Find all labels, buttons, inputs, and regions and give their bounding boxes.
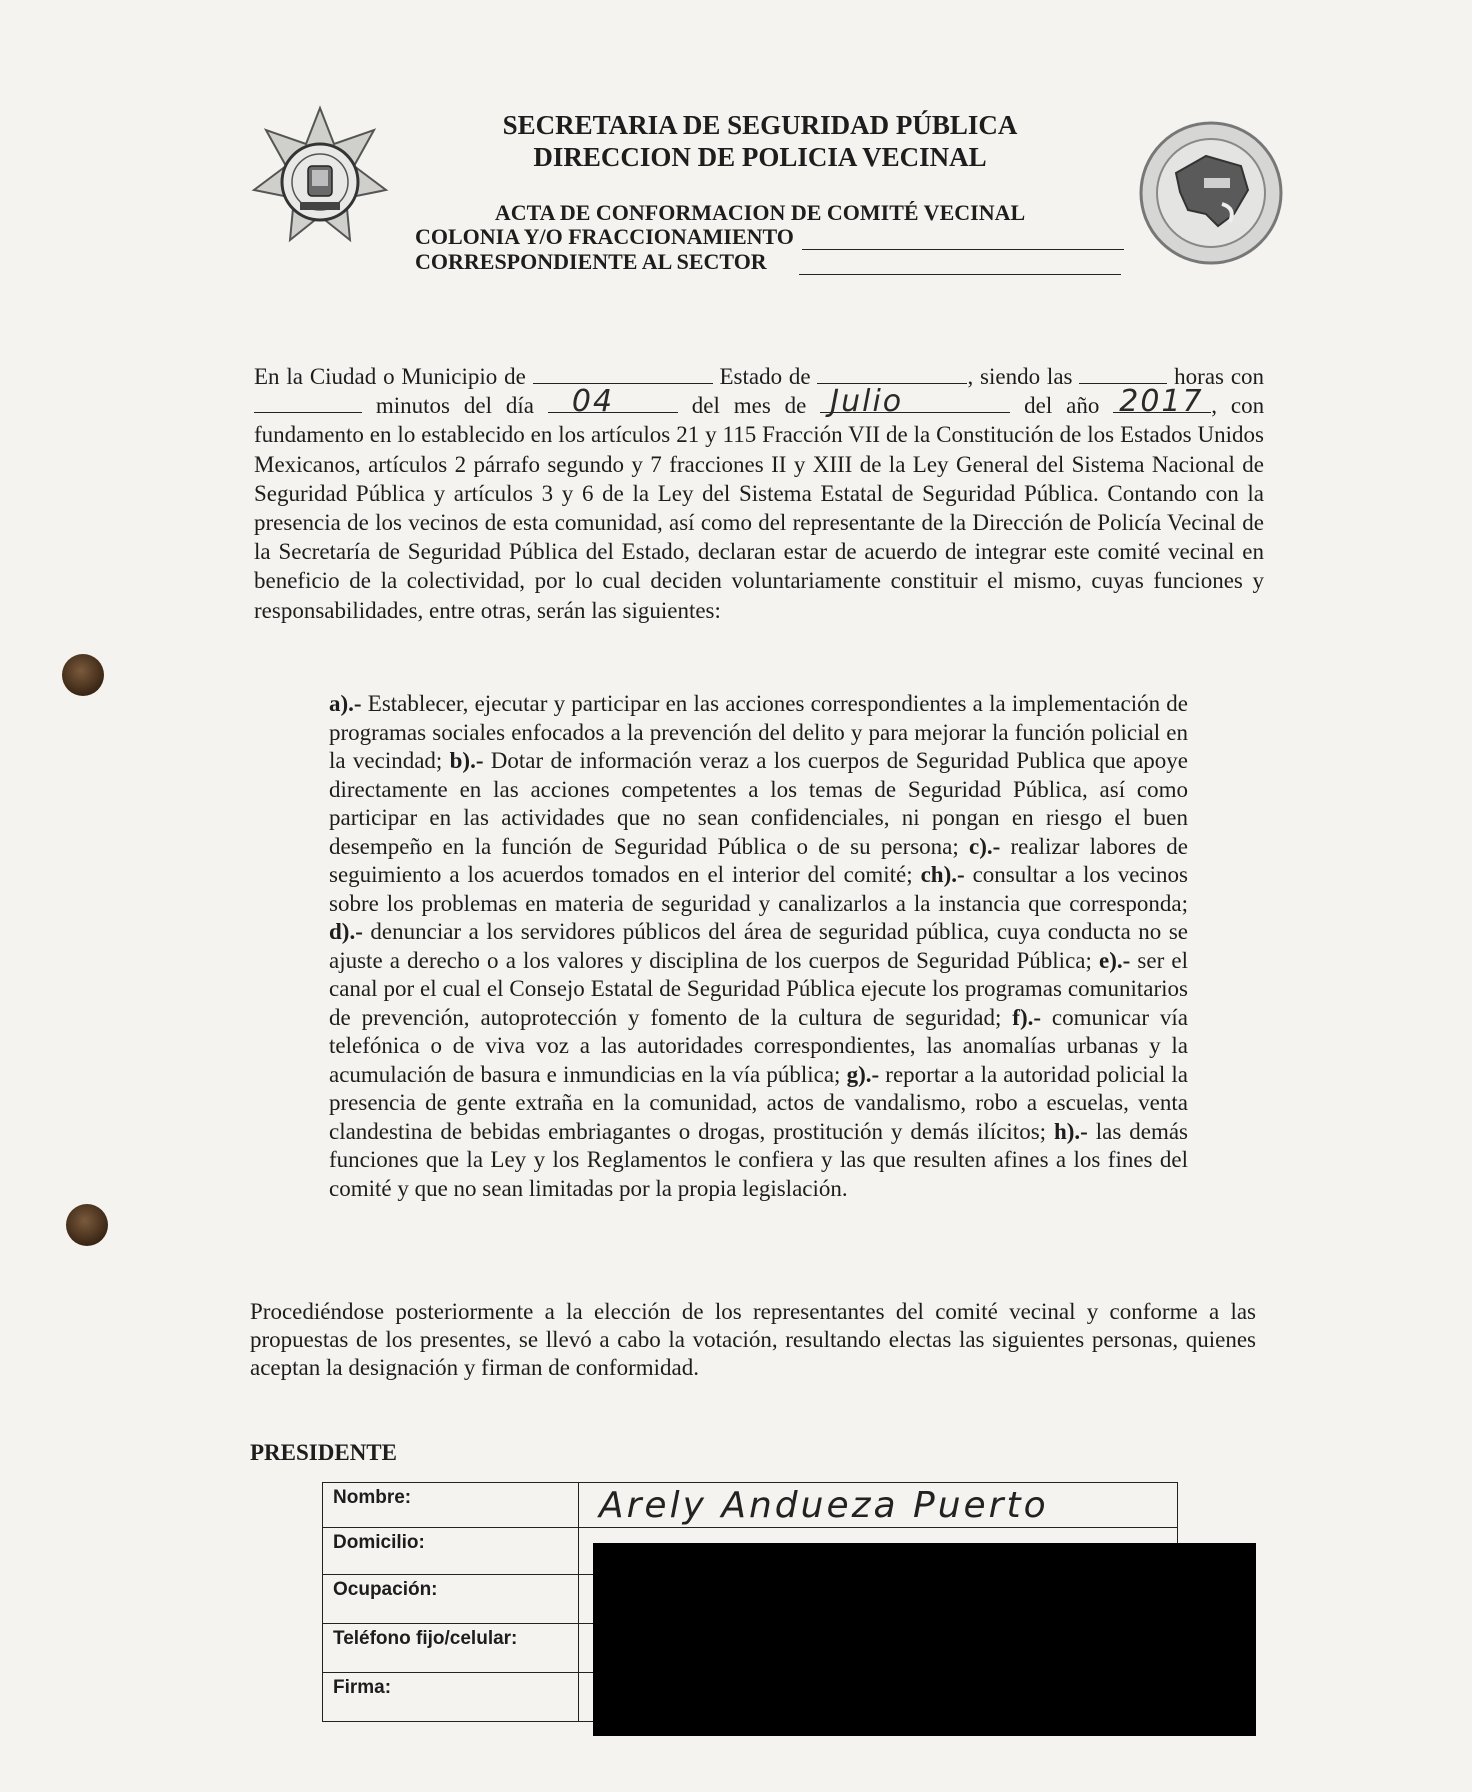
ocupacion-label: Ocupación:: [323, 1575, 579, 1624]
item-d-label: d).-: [329, 919, 363, 944]
item-e-label: e).-: [1099, 947, 1131, 973]
state-map-seal-icon: [1136, 118, 1286, 268]
item-d-text: denunciar a los servidores públicos del área de seguridad pública, cuya conducta no se ajuste a derecho o a los valores y disciplina de los cuerpos de Seguridad Pública;: [329, 919, 1188, 973]
dia-blank: [548, 384, 678, 419]
month-handwritten: Julio: [830, 384, 904, 419]
nombre-value: [579, 1483, 1178, 1528]
item-a-label: a).-: [329, 691, 362, 716]
presidente-title: PRESIDENTE: [250, 1440, 397, 1465]
item-h-label: h).-: [1053, 1118, 1088, 1144]
colonia-line: [802, 231, 1124, 250]
horas-blank: [1079, 363, 1167, 384]
punch-hole-bottom: [66, 1204, 108, 1246]
intro-text-3: , siendo las: [967, 364, 1073, 389]
intro-text-2: Estado de: [719, 364, 811, 389]
item-ch-label: ch).-: [920, 862, 965, 887]
item-g-label: g).-: [846, 1061, 880, 1087]
table-row: [323, 1483, 1178, 1528]
redaction-block: [593, 1543, 1256, 1736]
telefono-label: Teléfono fijo/celular:: [323, 1624, 579, 1673]
year-handwritten: 2017: [1119, 384, 1204, 419]
item-c-label: c).-: [969, 833, 1001, 859]
day-handwritten: 04: [571, 384, 615, 419]
intro-text-6: del mes de: [691, 393, 807, 419]
item-h-text: las demás funciones que la Ley y los Reglamentos le confiera y las que resulten afines a los fines del comité y que no sean limitadas por la propia legislación.: [329, 1118, 1188, 1201]
item-f-text: comunicar vía telefónica o de viva voz a las autoridades correspondientes, las anomalías urbanas y la acumulación de basura e inmundicias en la vía pública;: [329, 1004, 1189, 1087]
punch-hole-top: [62, 654, 104, 696]
document-title: ACTA DE CONFORMACION DE COMITÉ VECINAL: [494, 200, 1026, 225]
header-subtitle: DIRECCION DE POLICIA VECINAL: [533, 142, 987, 172]
item-b-label: b).-: [449, 748, 484, 773]
item-e-text: ser el canal por el cual el Consejo Estatal de Seguridad Pública ejecute los programas comunitarios de prevención, autoprotección y fomento de la cultura de seguridad;: [329, 947, 1188, 1030]
intro-text-5: minutos del día: [375, 393, 534, 419]
intro-text-7: del año: [1024, 393, 1100, 419]
closing-paragraph: Procediéndose posteriormente a la elección de los representantes del comité vecinal y conforme a las propuestas de los presentes, se llevó a cabo la votación, resultando electas las siguientes personas, quienes aceptan la designación y firman de conformidad.: [250, 1299, 1256, 1380]
intro-text-1: En la Ciudad o Municipio de: [254, 364, 526, 389]
item-f-label: f).-: [1012, 1004, 1042, 1030]
estado-blank: [817, 363, 967, 384]
nombre-handwritten: Arely Andueza Puerto: [599, 1485, 1049, 1526]
sector-field: [415, 249, 1121, 275]
firma-label: Firma:: [323, 1673, 579, 1722]
intro-text-8: , con fundamento en lo establecido en los artículos 21 y 115 Fracción VII de la Constitución de los Estados Unidos Mexicanos, artículos 2 párrafo segundo y 7 fracciones II y XIII de la Ley General del Sistema Nacional de Seguridad Pública y artículos 3 y 6 de la Ley del Sistema Estatal de Seguridad Pública. Contando con la presencia de los vecinos de esta comunidad, así como del representante de la Dirección de Policía Vecinal de la Secretaría de Seguridad Pública del Estado, declaran estar de acuerdo de integrar este comité vecinal en beneficio de la colectividad, por lo cual deciden voluntariamente constituir el mismo, cuyas funciones y responsabilidades, entre otras, serán las siguientes:: [254, 393, 1265, 623]
police-star-badge-icon: [250, 104, 390, 254]
intro-paragraph: [254, 362, 1264, 625]
municipio-blank: [533, 363, 713, 384]
item-g-text: reportar a la autoridad policial la presencia de gente extraña en la comunidad, actos de vandalismo, robo a escuelas, venta clandestina de bebidas embriagantes o drogas, prostitución y demás ilícitos;: [329, 1061, 1189, 1144]
header-title: SECRETARIA DE SEGURIDAD PÚBLICA: [502, 110, 1018, 140]
intro-text-4: horas con: [1174, 364, 1265, 389]
anio-blank: [1113, 384, 1211, 419]
item-c-text: realizar labores de seguimiento a los acuerdos tomados en el interior del comité;: [329, 833, 1189, 887]
nombre-label: Nombre:: [323, 1483, 579, 1528]
colonia-label: COLONIA Y/O FRACCIONAMIENTO: [415, 224, 794, 249]
minutos-blank: [254, 392, 362, 413]
item-a-text: Establecer, ejecutar y participar en las acciones correspondientes a la implementación de programas sociales enfocados a la prevención del delito y para mejorar la función policial en la vecindad;: [329, 691, 1188, 773]
functions-paragraph: [329, 690, 1188, 1203]
domicilio-label: Domicilio:: [323, 1528, 579, 1575]
sector-line: [799, 256, 1121, 275]
sector-label: CORRESPONDIENTE AL SECTOR: [415, 249, 767, 274]
item-b-text: Dotar de información veraz a los cuerpos de Seguridad Publica que apoye directamente en las acciones competentes a los temas de Seguridad Pública, así como participar en las actividades que no sean confidenciales, ni pongan en riesgo el buen desempeño en la función de Seguridad Pública o de su persona;: [329, 748, 1188, 859]
mes-blank: [820, 384, 1010, 419]
item-ch-text: consultar a los vecinos sobre los problemas en materia de seguridad y canalizarlos a la instancia que corresponda;: [329, 862, 1189, 916]
colonia-field: [415, 224, 1124, 250]
